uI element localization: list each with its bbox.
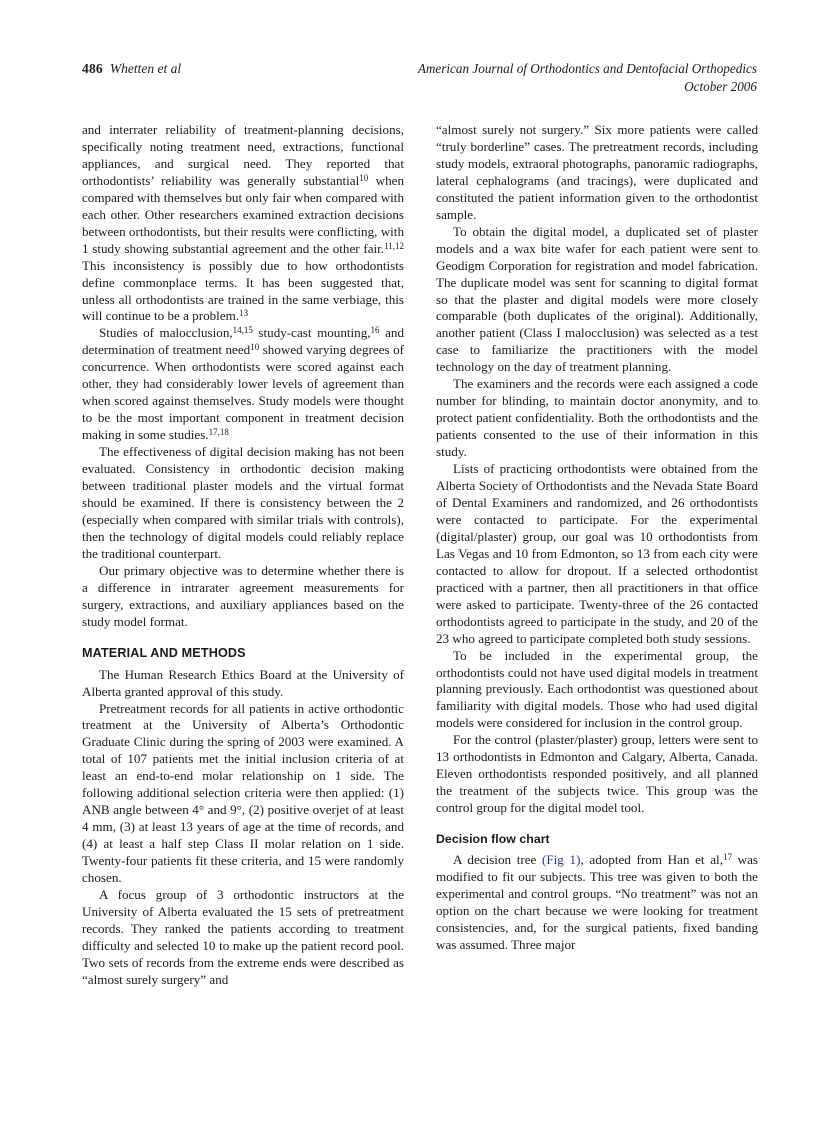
paragraph: The effectiveness of digital decision making has not been evaluated. Consistency in orthodontic decision making between traditional plaster models and the virtual format should be examined. If there is consistency between the 2 (especially when compared with similar trials with controls), then the technology of digital models could reliably replace the traditional counterpart. (82, 444, 404, 561)
issue-date: October 2006 (684, 78, 757, 94)
paragraph: The examiners and the records were each assigned a code number for blinding, to maintain doctor anonymity, and to protect patient confidentiality. Both the orthodontists and the patients consented to the use of their information in this study. (436, 376, 758, 460)
column-right (436, 122, 758, 954)
subsection-heading-decision-flow-chart: Decision flow chart (436, 832, 550, 847)
page-number: 486 (82, 61, 103, 76)
paragraph: A decision tree (Fig 1), adopted from Han et al,$^{17}$ was modified to fit our subjects. This tree was given to both the experimental and control groups. “No treatment” was not an option on the chart because we were looking for treatment consistencies, and, for the surgical patients, fixed banding was assumed. Three major (436, 852, 759, 952)
journal-title: American Journal of Orthodontics and Dentofacial Orthopedics (417, 61, 757, 76)
paragraph: Studies of malocclusion,$^{14,15}$ study-cast mounting,$^{16}$ and determination of treatment need$^{10}$ showed varying degrees of concurrence. When orthodontists were scored against each other, they had considerably lower levels of agreement than when scored against themselves. Study models were thought to be the most important component in treatment decision making in some studies.$^{17,18}$ (82, 325, 404, 443)
right-column-paragraphs-after-heading (436, 852, 758, 954)
reference-superscript[interactable]: 14,15 (232, 325, 253, 336)
right-column-paragraphs (436, 122, 758, 817)
figure-cross-reference-link[interactable]: (Fig 1) (542, 852, 581, 868)
paragraph: Pretreatment records for all patients in active orthodontic treatment at the University of Alberta’s Orthodontic Graduate Clinic during the spring of 2003 were examined. A total of 107 patients met the initial inclusion criteria of at least an end-to-end molar relationship on 1 side. The following additional selection criteria were then applied: (1) ANB angle between 4° and 9°, (2) positive overjet of at least 4 mm, (3) at least 13 years of age at the time of records, and (4) at least a half step Class II molar relation on 1 side. Twenty-four patients fit these criteria, and 15 were randomly chosen. (82, 700, 404, 886)
running-head-left (82, 60, 181, 77)
running-head-authors: Whetten et al (109, 61, 182, 76)
paragraph: For the control (plaster/plaster) group, letters were sent to 13 orthodontists in Edmonton and Calgary, Alberta, Canada. Eleven orthodontists responded positively, and all planned the treatment of the subjects twice. This group was the control group for the digital model tool. (436, 732, 758, 816)
reference-superscript[interactable]: 10 (250, 342, 260, 353)
paragraph: The Human Research Ethics Board at the University of Alberta granted approval of this study. (82, 666, 404, 699)
reference-superscript[interactable]: 10 (359, 173, 369, 184)
paragraph: Our primary objective was to determine whether there is a difference in intrarater agreement measurements for surgery, extractions, and auxiliary appliances based on the study model format. (82, 562, 404, 629)
reference-superscript[interactable]: 17 (722, 852, 732, 863)
paragraph: “almost surely not surgery.” Six more patients were called “truly borderline” cases. The pretreatment records, including study models, extraoral photographs, panoramic radiographs, lateral cephalograms (and tracings), were duplicated and constituted the patient information given to the orthodontist sample. (436, 122, 758, 222)
paragraph: A focus group of 3 orthodontic instructors at the University of Alberta evaluated the 15 sets of pretreatment records. They ranked the patients according to treatment difficulty and selected 10 to make up the patient record pool. Two sets of records from the extreme ends were described as “almost surely surgery” and (82, 886, 404, 987)
paragraph: To be included in the experimental group, the orthodontists could not have used digital models in treatment planning previously. Each orthodontist was questioned about familiarity with digital models. Those who had used digital models were considered for inclusion in the control group. (436, 647, 758, 731)
left-column-paragraphs-after-heading (82, 667, 404, 989)
reference-superscript[interactable]: 16 (370, 325, 380, 336)
paragraph: Lists of practicing orthodontists were obtained from the Alberta Society of Orthodontists and the Nevada State Board of Dental Examiners and randomized, and 26 orthodontists were contacted to participate. For the experimental (digital/plaster) group, our goal was 10 orthodontists from Las Vegas and 10 from Edmonton, so 13 from each city were contacted to allow for dropout. If a selected orthodontist practiced with a partner, then all practitioners in that office were asked to participate. Twenty-three of the 26 contacted orthodontists agreed to participate in the study, and 20 of the 23 who agreed to participate completed both study sessions. (436, 461, 758, 646)
reference-superscript[interactable]: 17,18 (208, 427, 229, 438)
running-head-right (418, 60, 757, 95)
paragraph: To obtain the digital model, a duplicated set of plaster models and a wax bite wafer for each patient were sent to Geodigm Corporation for registration and model fabrication. The duplicate model was sent for scanning to digital format so that the plaster and digital models were more closely comparable (both duplicates of the original). Additionally, another patient (Class I malocclusion) was selected as a test case to familiarize the practitioners with the model technology on the day of treatment planning. (436, 223, 758, 375)
reference-superscript[interactable]: 13 (239, 308, 249, 319)
article-body (82, 122, 758, 989)
running-head (82, 60, 757, 104)
left-column-paragraphs (82, 122, 404, 631)
reference-superscript[interactable]: 11,12 (384, 240, 404, 251)
section-heading-material-and-methods: MATERIAL AND METHODS (82, 645, 246, 660)
paragraph: and interrater reliability of treatment-planning decisions, specifically noting treatment need, extractions, functional appliances, and surgical need. They reported that orthodontists’ reliability was generally substantial$^{10}$ when compared with themselves but only fair when compared with each other. Other researchers examined extraction decisions between orthodontists, but their results were conflicting, with 1 study showing substantial agreement and the other fair.$^{11,12}$ This inconsistency is possibly due to how orthodontists define commonplace terms. It has been suggested that, unless all orthodontists are trained in the same verbiage, this will continue to be a problem.$^{13}$ (82, 122, 405, 324)
column-left (82, 122, 404, 989)
